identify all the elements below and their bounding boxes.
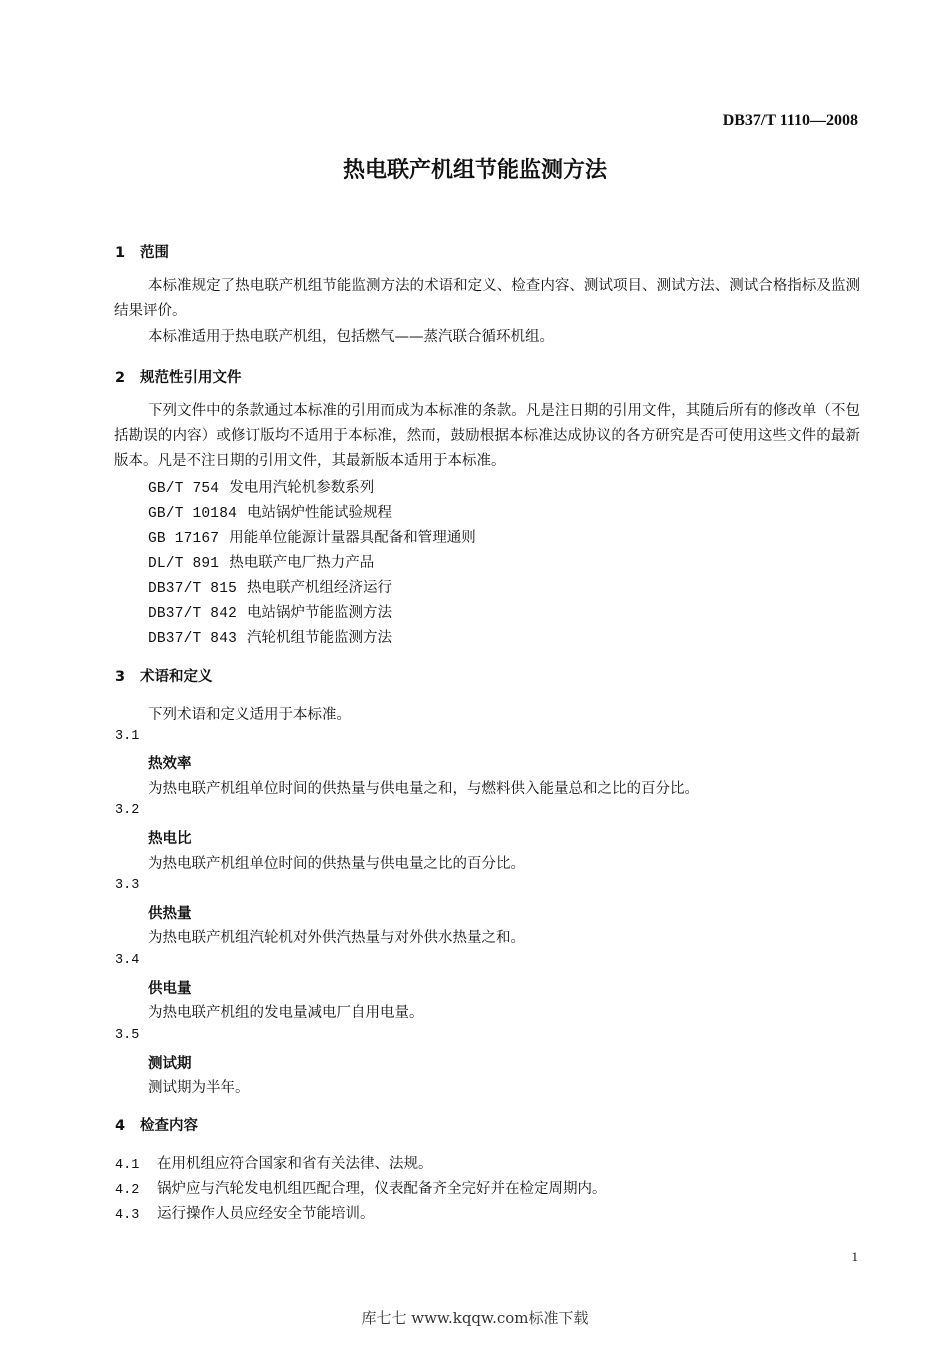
item-text: 运行操作人员应经安全节能培训。	[157, 1206, 375, 1222]
reference-code: DB37/T 842	[148, 606, 238, 622]
term-number: 3.1	[115, 729, 140, 744]
item-text: 在用机组应符合国家和省有关法律、法规。	[157, 1156, 433, 1172]
download-footer: 库七七 www.kqqw.com标准下载	[361, 1309, 589, 1327]
reference-title: 热电联产电厂热力产品	[229, 555, 375, 571]
item-number: 4.2	[115, 1183, 140, 1198]
reference-code: GB/T 10184	[148, 506, 238, 522]
paragraph: 本标准适用于热电联产机组，包括燃气——蒸汽联合循环机组。	[148, 329, 554, 345]
reference-title: 用能单位能源计量器具配备和管理通则	[229, 530, 476, 546]
reference-item	[148, 576, 392, 597]
term-number: 3.4	[115, 953, 140, 968]
section-title: 检查内容	[140, 1118, 198, 1134]
item-number: 4.3	[115, 1208, 140, 1223]
section-heading-1	[115, 241, 169, 262]
check-item	[115, 1152, 433, 1173]
item-text: 锅炉应与汽轮发电机组匹配合理，仪表配备齐全完好并在检定周期内。	[157, 1181, 607, 1197]
term-number: 3.2	[115, 803, 140, 818]
reference-item	[148, 626, 392, 647]
reference-item	[148, 526, 476, 547]
term-number: 3.3	[115, 878, 140, 893]
section-number: 2	[115, 370, 126, 386]
section-title: 范围	[140, 245, 169, 261]
term-name: 热效率	[148, 756, 192, 772]
standard-code: DB37/T 1110—2008	[722, 112, 858, 129]
paragraph: 本标准规定了热电联产机组节能监测方法的术语和定义、检查内容、测试项目、测试方法、测试合格指标及监测结果评价。	[114, 278, 860, 319]
paragraph: 下列术语和定义适用于本标准。	[148, 707, 351, 723]
reference-item	[148, 551, 374, 572]
section-heading-2	[115, 366, 242, 387]
reference-code: DB37/T 843	[148, 631, 238, 647]
term-definition: 为热电联产机组汽轮机对外供汽热量与对外供水热量之和。	[148, 930, 525, 946]
reference-title: 电站锅炉节能监测方法	[247, 605, 393, 621]
reference-item	[148, 501, 392, 522]
check-item	[115, 1177, 607, 1198]
term-number: 3.5	[115, 1028, 140, 1043]
reference-code: DB37/T 815	[148, 581, 238, 597]
term-name: 供电量	[148, 981, 192, 997]
reference-code: GB/T 754	[148, 481, 220, 497]
term-definition: 为热电联产机组单位时间的供热量与供电量之和，与燃料供入能量总和之比的百分比。	[148, 781, 699, 797]
check-item	[115, 1202, 375, 1223]
reference-title: 发电用汽轮机参数系列	[229, 480, 375, 496]
term-name: 测试期	[148, 1056, 192, 1072]
reference-code: DL/T 891	[148, 556, 220, 572]
section-number: 3	[115, 669, 126, 685]
reference-item	[148, 476, 374, 497]
reference-title: 电站锅炉性能试验规程	[247, 505, 393, 521]
term-name: 供热量	[148, 906, 192, 922]
term-definition: 为热电联产机组单位时间的供热量与供电量之比的百分比。	[148, 856, 525, 872]
paragraph: 下列文件中的条款通过本标准的引用而成为本标准的条款。凡是注日期的引用文件，其随后所有的修改单（不包括勘误的内容）或修订版均不适用于本标准，然而，鼓励根据本标准达成协议的各方研究是否可使用这些文件的最新版本。凡是不注日期的引用文件，其最新版本适用于本标准。	[114, 403, 860, 469]
term-name: 热电比	[148, 831, 192, 847]
reference-title: 汽轮机组节能监测方法	[247, 630, 393, 646]
item-number: 4.1	[115, 1158, 140, 1173]
document-title: 热电联产机组节能监测方法	[342, 158, 607, 183]
page-number: 1	[851, 1249, 858, 1264]
section-heading-3	[115, 665, 213, 686]
reference-item	[148, 601, 392, 622]
reference-code: GB 17167	[148, 531, 220, 547]
term-definition: 测试期为半年。	[148, 1080, 250, 1096]
section-heading-4	[115, 1114, 198, 1135]
section-number: 1	[115, 245, 126, 261]
term-definition: 为热电联产机组的发电量减电厂自用电量。	[148, 1005, 424, 1021]
section-number: 4	[115, 1118, 126, 1134]
reference-title: 热电联产机组经济运行	[247, 580, 393, 596]
section-title: 规范性引用文件	[140, 370, 242, 386]
section-title: 术语和定义	[140, 669, 213, 685]
